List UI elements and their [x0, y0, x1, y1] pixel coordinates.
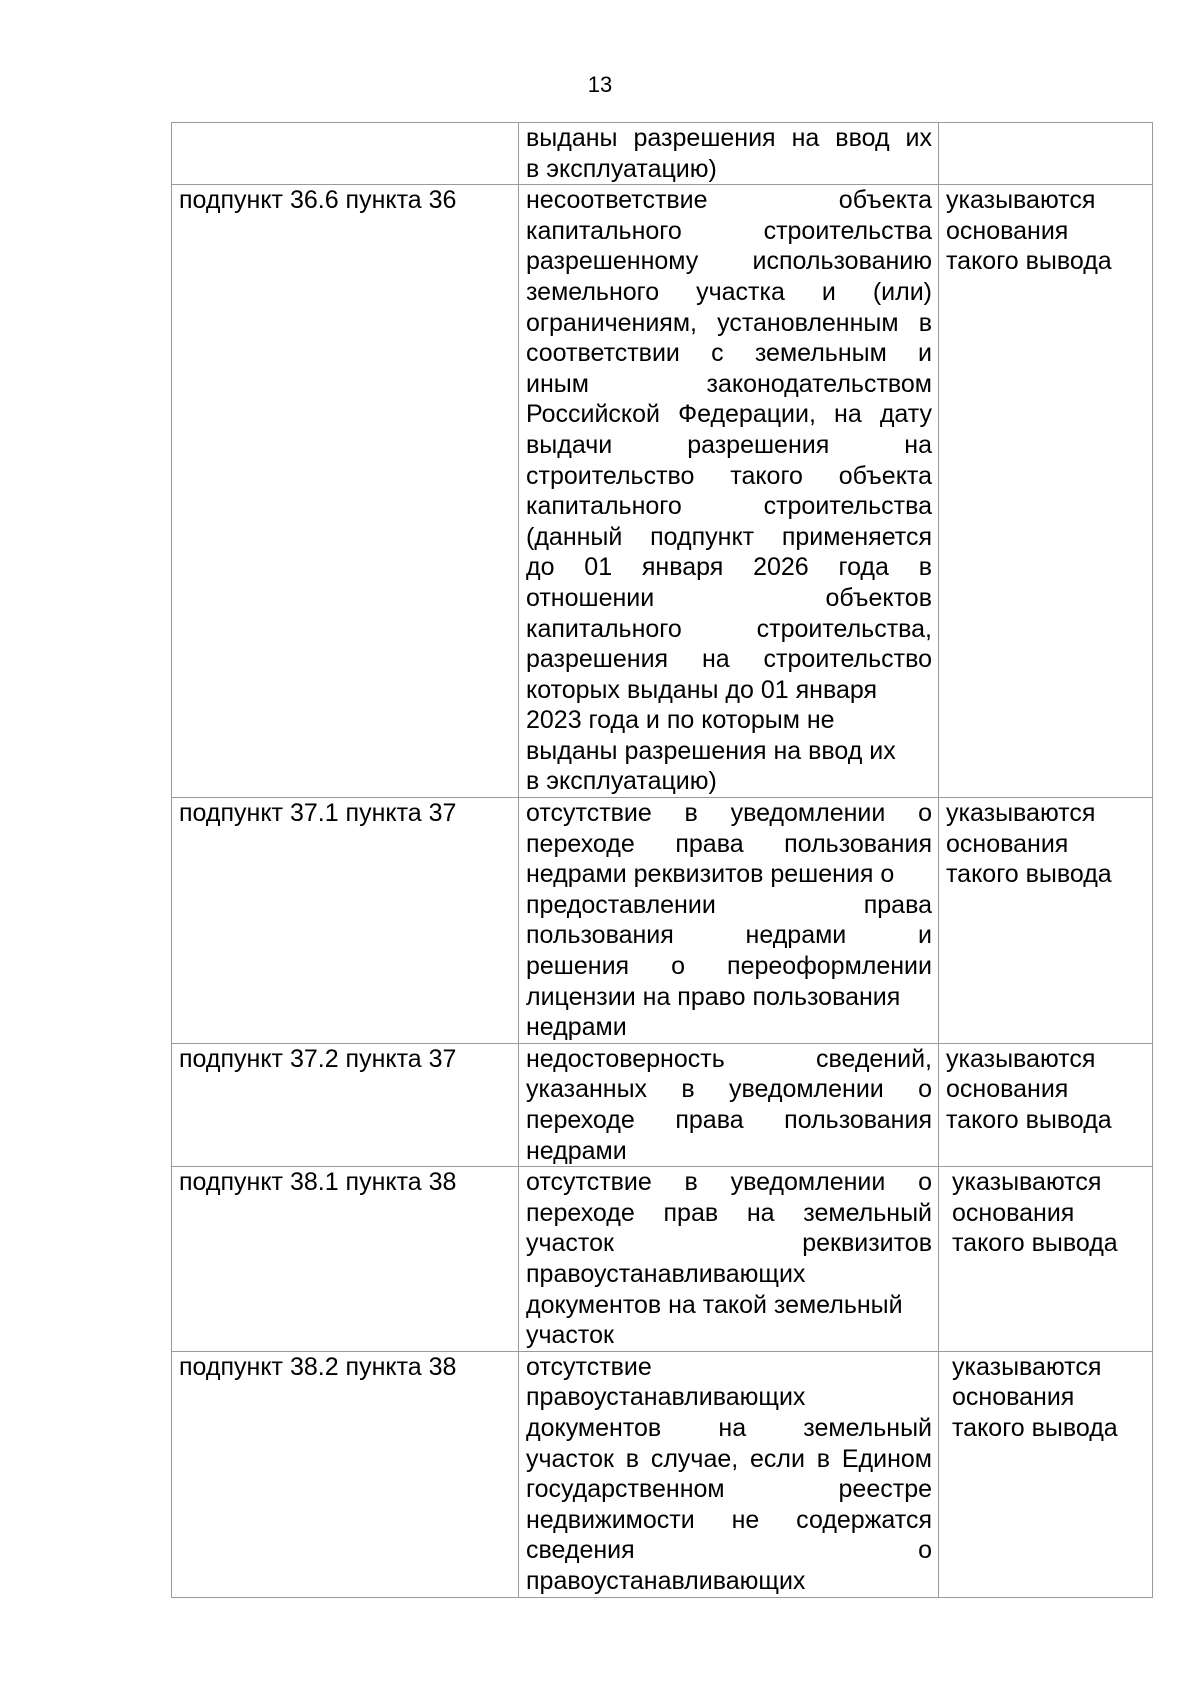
note-cell [939, 1043, 1153, 1166]
grounds-line: недрами реквизитов решения о [526, 860, 895, 889]
grounds-line: недостоверность сведений, [526, 1044, 932, 1073]
grounds-line: 2023 года и по которым не [526, 706, 835, 735]
grounds-line: несоответствие объекта [526, 186, 932, 215]
note-line: такого вывода [946, 247, 1112, 276]
reference-text: подпункт 37.1 пункта 37 [179, 799, 457, 828]
grounds-cell [519, 798, 939, 1044]
reference-text: подпункт 36.6 пункта 36 [179, 186, 457, 215]
reference-cell [172, 1043, 519, 1166]
grounds-line: документов на такой земельный [526, 1290, 903, 1319]
reference-cell [172, 798, 519, 1044]
note-line: указываются [952, 1168, 1102, 1197]
grounds-line: капитального строительства, [526, 614, 932, 643]
grounds-cell [519, 185, 939, 798]
grounds-line: отсутствие в уведомлении о [526, 799, 932, 828]
grounds-line: предоставлении права [526, 890, 932, 919]
grounds-line: отсутствие [526, 1352, 652, 1381]
grounds-line: пользования недрами и [526, 921, 932, 950]
grounds-line: ограничениям, установленным в [526, 308, 932, 337]
grounds-line: отсутствие в уведомлении о [526, 1168, 932, 1197]
grounds-line: документов на земельный [526, 1413, 932, 1442]
reference-text: подпункт 38.1 пункта 38 [179, 1168, 457, 1197]
grounds-line: выданы разрешения на ввод их [526, 124, 932, 152]
reference-text: подпункт 38.2 пункта 38 [179, 1352, 457, 1381]
note-cell [939, 123, 1153, 185]
note-cell [939, 1167, 1153, 1352]
note-line: основания [946, 216, 1069, 245]
grounds-table [171, 122, 1153, 1598]
grounds-line: участок реквизитов [526, 1229, 932, 1258]
grounds-cell [519, 123, 939, 185]
note-line: основания [946, 1075, 1069, 1104]
note-line: основания [952, 1383, 1075, 1412]
grounds-line: недрами [526, 1013, 627, 1042]
reference-cell [172, 185, 519, 798]
table-row [172, 798, 1153, 1044]
grounds-line: переходе прав на земельный [526, 1198, 932, 1227]
grounds-line: капитального строительства [526, 216, 932, 245]
grounds-cell [519, 1043, 939, 1166]
grounds-line: указанных в уведомлении о [526, 1075, 932, 1104]
note-line: указываются [946, 799, 1096, 828]
grounds-line: участок [526, 1321, 614, 1350]
grounds-line: до 01 января 2026 года в [526, 553, 932, 582]
grounds-line: иным законодательством [526, 369, 932, 398]
grounds-line: выданы разрешения на ввод их [526, 736, 896, 765]
grounds-line: соответствии с земельным и [526, 339, 932, 368]
grounds-line: которых выданы до 01 января [526, 675, 878, 704]
grounds-line: строительство такого объекта [526, 461, 932, 490]
grounds-line: капитального строительства [526, 492, 932, 521]
table-row [172, 123, 1153, 185]
reference-cell [172, 1351, 519, 1597]
grounds-line: земельного участка и (или) [526, 277, 932, 306]
reference-cell [172, 1167, 519, 1352]
note-line: указываются [946, 186, 1096, 215]
note-cell [939, 798, 1153, 1044]
grounds-line: лицензии на право пользования [526, 982, 901, 1011]
table-row [172, 1167, 1153, 1352]
grounds-line: в эксплуатацию) [526, 154, 717, 183]
grounds-line: разрешенному использованию [526, 247, 932, 276]
note-cell [939, 185, 1153, 798]
note-line: такого вывода [946, 1106, 1112, 1134]
grounds-line: в эксплуатацию) [526, 767, 717, 796]
table-row [172, 1043, 1153, 1166]
grounds-line: государственном реестре [526, 1475, 932, 1504]
reference-cell [172, 123, 519, 185]
note-cell [939, 1351, 1153, 1597]
note-line: такого вывода [952, 1229, 1118, 1258]
page-number: 13 [587, 72, 613, 97]
note-line: такого вывода [946, 860, 1112, 889]
note-line: основания [952, 1198, 1075, 1227]
grounds-line: Российской Федерации, на дату [526, 400, 932, 429]
grounds-line: отношении объектов [526, 583, 932, 612]
grounds-line: переходе права пользования [526, 1106, 932, 1134]
note-line: такого вывода [952, 1413, 1118, 1442]
grounds-cell [519, 1167, 939, 1352]
note-line: основания [946, 829, 1069, 858]
grounds-line: недрами [526, 1136, 627, 1165]
grounds-line: (данный подпункт применяется [526, 522, 932, 551]
grounds-line: решения о переоформлении [526, 952, 932, 981]
table-row [172, 185, 1153, 798]
grounds-line: выдачи разрешения на [526, 430, 932, 459]
table-row [172, 1351, 1153, 1597]
grounds-line: разрешения на строительство [526, 645, 932, 674]
grounds-line: переходе права пользования [526, 829, 932, 858]
grounds-line: сведения о [526, 1536, 932, 1565]
grounds-line: правоустанавливающих [526, 1566, 806, 1595]
grounds-line: участок в случае, если в Едином [526, 1444, 932, 1473]
note-line: указываются [952, 1352, 1102, 1381]
grounds-line: недвижимости не содержатся [526, 1505, 932, 1534]
table-body [172, 123, 1153, 1598]
grounds-line: правоустанавливающих [526, 1259, 806, 1288]
grounds-line: правоустанавливающих [526, 1383, 806, 1412]
note-line: указываются [946, 1044, 1096, 1073]
grounds-cell [519, 1351, 939, 1597]
reference-text: подпункт 37.2 пункта 37 [179, 1044, 457, 1073]
